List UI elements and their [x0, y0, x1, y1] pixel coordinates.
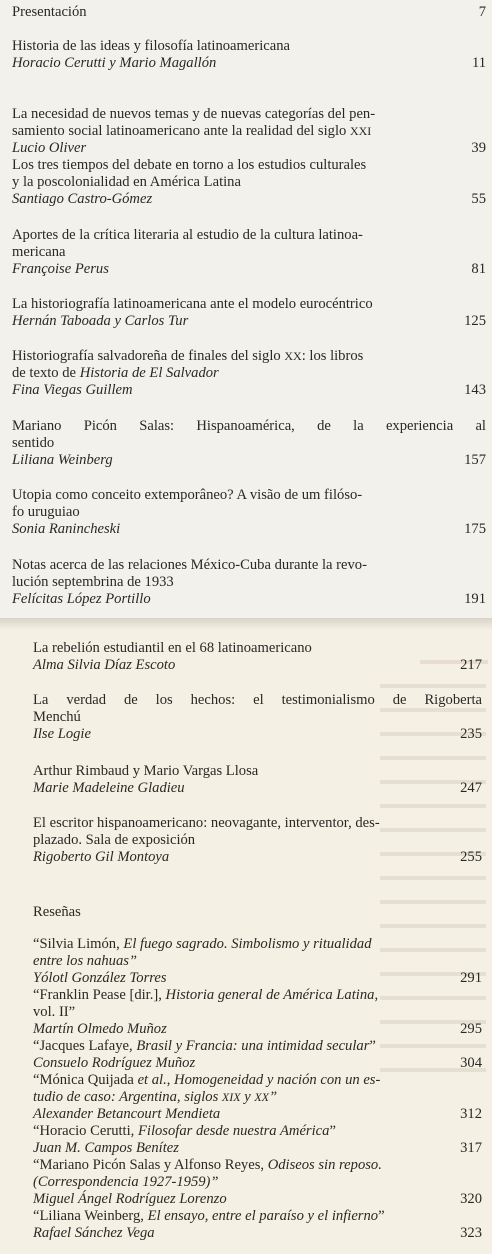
section-title-resenas: Reseñas [33, 904, 81, 920]
toc-entry [12, 227, 486, 278]
page-number: 125 [464, 313, 486, 329]
toc-entry [33, 640, 482, 674]
entry-title-line: lución septembrina de 1933 [12, 574, 174, 590]
entry-author: Santiago Castro-Gómez [12, 191, 153, 207]
entry-author: Hernán Taboada y Carlos Tur [12, 313, 189, 329]
page-number: 39 [471, 140, 486, 156]
entry-author: Rigoberto Gil Montoya [33, 849, 170, 865]
entry-author: Horacio Cerutti y Mario Magallón [12, 55, 217, 71]
entry-title-line: fo uruguiao [12, 504, 80, 520]
toc-entry [33, 763, 482, 797]
entry-title-line: La verdad de los hechos: el testimonialismo de Rigoberta [33, 692, 482, 708]
toc-entry [12, 348, 486, 399]
review-entry [33, 987, 482, 1038]
entry-title-line: Historia de las ideas y filosofía latinoamericana [12, 38, 290, 54]
page-number: 7 [478, 4, 486, 20]
entry-author: Ilse Logie [33, 726, 91, 742]
entry-title-line: de texto de Historia de El Salvador [12, 365, 219, 381]
entry-title-line: La necesidad de nuevos temas y de nuevas categorías del pen- [12, 106, 376, 122]
toc-entry [12, 157, 486, 208]
page-number: 247 [460, 780, 482, 796]
toc-entry [33, 692, 482, 743]
review-entry [33, 1123, 482, 1157]
page-number: 143 [464, 382, 486, 398]
entry-author: Sonia Ranincheski [12, 521, 121, 537]
page-number: 255 [460, 849, 482, 865]
entry-title-line: Historiografía salvadoreña de finales del siglo XX: los libros [12, 348, 364, 364]
review-entry [33, 1157, 482, 1208]
entry-title-line: “Mariano Picón Salas y Alfonso Reyes, Odiseos sin reposo. [33, 1157, 382, 1173]
entry-title-line: Mariano Picón Salas: Hispanoamérica, de la experiencia al [12, 418, 486, 434]
entry-author: Felícitas López Portillo [12, 591, 151, 607]
page-number: 235 [460, 726, 482, 742]
review-entry [33, 1072, 482, 1123]
entry-author: Fina Viegas Guillem [12, 382, 133, 398]
entry-title-line: “Liliana Weinberg, El ensayo, entre el paraíso y el infierno” [33, 1208, 385, 1224]
entry-title-line: Menchú [33, 709, 81, 725]
toc-entry [12, 418, 486, 469]
entry-title-line: La rebelión estudiantil en el 68 latinoamericano [33, 640, 312, 656]
entry-author: Françoise Perus [12, 261, 109, 277]
entry-title: Presentación [12, 4, 87, 20]
entry-title-line: tudio de caso: Argentina, siglos XIX y XX” [33, 1089, 278, 1105]
review-entry [33, 1038, 482, 1072]
page-number: 295 [460, 1021, 482, 1037]
entry-author: Juan M. Campos Benítez [33, 1140, 179, 1156]
entry-title-line: El escritor hispanoamericano: neovagante, interventor, des- [33, 815, 380, 831]
toc-entry [12, 106, 486, 157]
entry-title-line: “Silvia Limón, El fuego sagrado. Simbolismo y ritualidad [33, 936, 372, 952]
entry-title-line: Aportes de la crítica literaria al estudio de la cultura latinoa- [12, 227, 363, 243]
entry-author: Rafael Sánchez Vega [33, 1225, 155, 1241]
page-fold-shadow [0, 618, 492, 630]
entry-author: Liliana Weinberg [12, 452, 113, 468]
entry-title-line: Los tres tiempos del debate en torno a los estudios culturales [12, 157, 367, 173]
toc-entry [12, 38, 486, 72]
page-number: 175 [464, 521, 486, 537]
toc-entry [12, 557, 486, 608]
entry-title-line: “Jacques Lafaye, Brasil y Francia: una intimidad secular” [33, 1038, 376, 1054]
page-number: 11 [471, 55, 486, 71]
page-number: 317 [460, 1140, 482, 1156]
toc-entry [12, 296, 486, 330]
entry-title-line: “Horacio Cerutti, Filosofar desde nuestra América” [33, 1123, 336, 1139]
entry-title-line: plazado. Sala de exposición [33, 832, 196, 848]
entry-author: Miguel Ángel Rodríguez Lorenzo [33, 1191, 227, 1207]
entry-title-line: sentido [12, 435, 55, 451]
page-number: 304 [460, 1055, 482, 1071]
review-entry [33, 1208, 482, 1242]
entry-title-line: Utopia como conceito extemporâneo? A visão de um filóso- [12, 487, 363, 503]
entry-title-line: samiento social latinoamericano ante la realidad del siglo XXI [12, 123, 372, 139]
page-number: 312 [460, 1106, 482, 1122]
entry-title-line: mericana [12, 244, 66, 260]
toc-entry [33, 815, 482, 866]
entry-author: Yólotl González Torres [33, 970, 167, 986]
toc-entry [12, 487, 486, 538]
page-number: 157 [464, 452, 486, 468]
entry-author: Lucio Oliver [12, 140, 87, 156]
entry-author: Martín Olmedo Muñoz [33, 1021, 167, 1037]
entry-title-line: (Correspondencia 1927-1959)” [33, 1174, 219, 1190]
entry-title-line: Arthur Rimbaud y Mario Vargas Llosa [33, 763, 259, 779]
page-number: 55 [471, 191, 486, 207]
page-number: 81 [471, 261, 486, 277]
entry-title-line: vol. II” [33, 1004, 76, 1020]
entry-title-line: La historiografía latinoamericana ante el modelo eurocéntrico [12, 296, 373, 312]
page-number: 291 [460, 970, 482, 986]
entry-author: Alma Silvia Díaz Escoto [33, 657, 176, 673]
entry-title-line: y la poscolonialidad en América Latina [12, 174, 241, 190]
entry-author: Marie Madeleine Gladieu [33, 780, 185, 796]
entry-title-line: “Franklin Pease [dir.], Historia general de América Latina, [33, 987, 379, 1003]
page-number: 323 [460, 1225, 482, 1241]
page-number: 320 [460, 1191, 482, 1207]
page-number: 217 [460, 657, 482, 673]
entry-title-line: entre los nahuas” [33, 953, 138, 969]
toc-entry-presentacion [12, 4, 486, 21]
entry-author: Alexander Betancourt Mendieta [33, 1106, 221, 1122]
entry-author: Consuelo Rodríguez Muñoz [33, 1055, 196, 1071]
entry-title-line: Notas acerca de las relaciones México-Cuba durante la revo- [12, 557, 367, 573]
review-entry [33, 936, 482, 987]
page-number: 191 [464, 591, 486, 607]
entry-title-line: “Mónica Quijada et al., Homogeneidad y nación con un es- [33, 1072, 381, 1088]
